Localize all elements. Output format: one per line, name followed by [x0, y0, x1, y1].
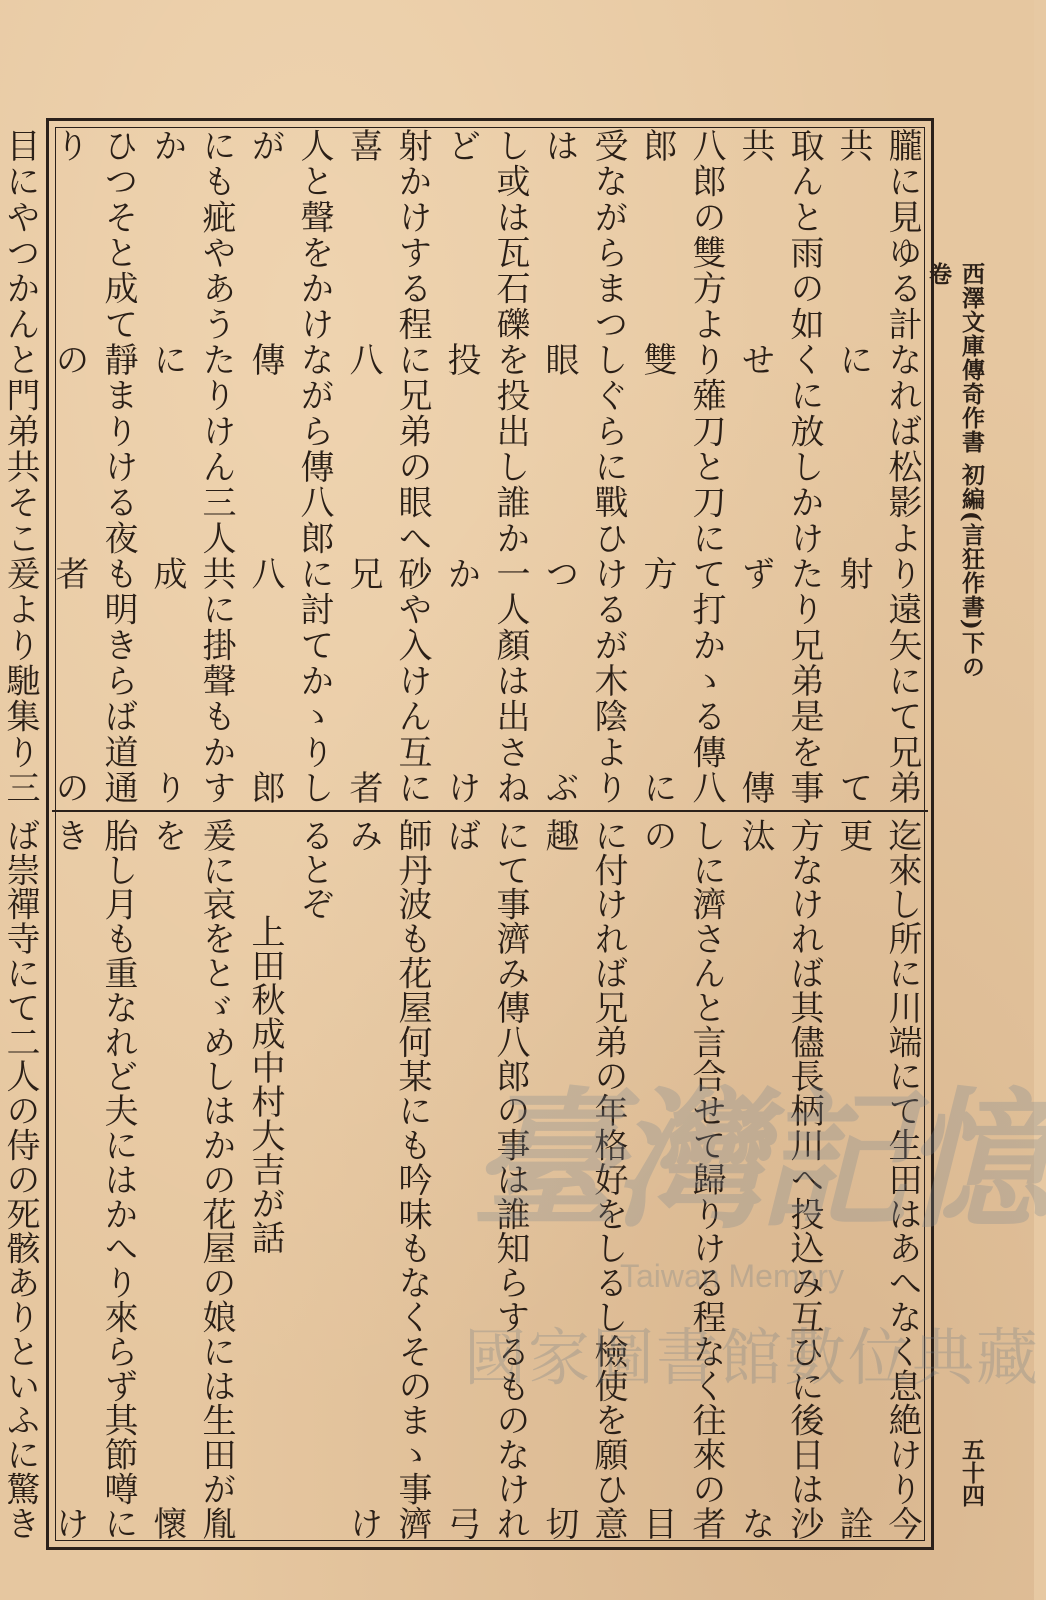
text-column: 胎し月も重なれど夫にはかへり來らず其節噂にきけ [49, 818, 138, 1540]
text-column: にも疵やあうたりけん三人共に掛聲もかすかに成り [147, 128, 236, 804]
upper-text-block [0, 128, 926, 804]
text-column: るとぞ [294, 818, 334, 920]
text-column: にて事濟み傳八郎の事は誰知らするものなければ弓 [441, 818, 530, 1540]
section-divider [52, 810, 928, 812]
text-column: 迄來し所に川端にて生田はあへなく息絶けり今更詮 [833, 818, 922, 1540]
text-column: し或は瓦石礫を投出し誰か一人顏は出さねど投かけ [441, 128, 530, 804]
page-number: 五十四 [958, 1438, 985, 1507]
text-column: 目にやつかんと門弟共そこ爰より馳集り三 [0, 128, 40, 804]
text-column: に付ければ兄弟の年格好をしるし檢使を願ひ意趣切 [539, 818, 628, 1540]
watermark-seal: 臺灣記憶 [470, 1073, 1046, 1249]
text-column: 受ながらまつしぐらに戰ひけるが木陰よりは眼つぶ [539, 128, 628, 804]
library-watermark [464, 1040, 1046, 1420]
text-column: しに濟さんと言合せて歸りける程なく往來の者の目 [637, 818, 726, 1540]
text-column: 爰に哀をとゞめしはかの花屋の娘には生田が胤を懷 [147, 818, 236, 1540]
watermark-english: Taiwan Memory [620, 1258, 845, 1294]
text-column: ひつそと成て靜まりける夜も明きらば道通りの者の [49, 128, 138, 804]
watermark-organization: 國家圖書館數位典藏 [464, 1321, 1041, 1394]
text-column: 八郎の雙方より薙刀と刀にて打かゝる傳八郎雙方に [637, 128, 726, 804]
running-header: 西澤文庫傳奇作書 初編(言狂作書)下の卷 [925, 262, 985, 679]
text-column: 方なければ其儘長柄川へ投込み互ひに後日は沙汰な [735, 818, 824, 1540]
story-attribution: 上田秋成中村大吉が話 [245, 914, 285, 1254]
text-column: 取んと雨の如くに放しかけたり兄弟是を事共せず傳 [735, 128, 824, 804]
text-column: 師丹波も花屋何某にも吟味もなくそのまゝ事濟みけ [343, 818, 432, 1540]
text-column: ば崇禪寺にて二人の侍の死骸ありといふに驚き [0, 818, 40, 1540]
text-column: 射かけする程に兄弟の眼へ砂や入けん互に喜八兄者 [343, 128, 432, 804]
text-column: 朧に見ゆる計なれば松影より遠矢にて兄弟共に射て [833, 128, 922, 804]
text-column: 人と聲をかけながら傳八郎に討てかゝりしが傳八郎 [245, 128, 334, 804]
